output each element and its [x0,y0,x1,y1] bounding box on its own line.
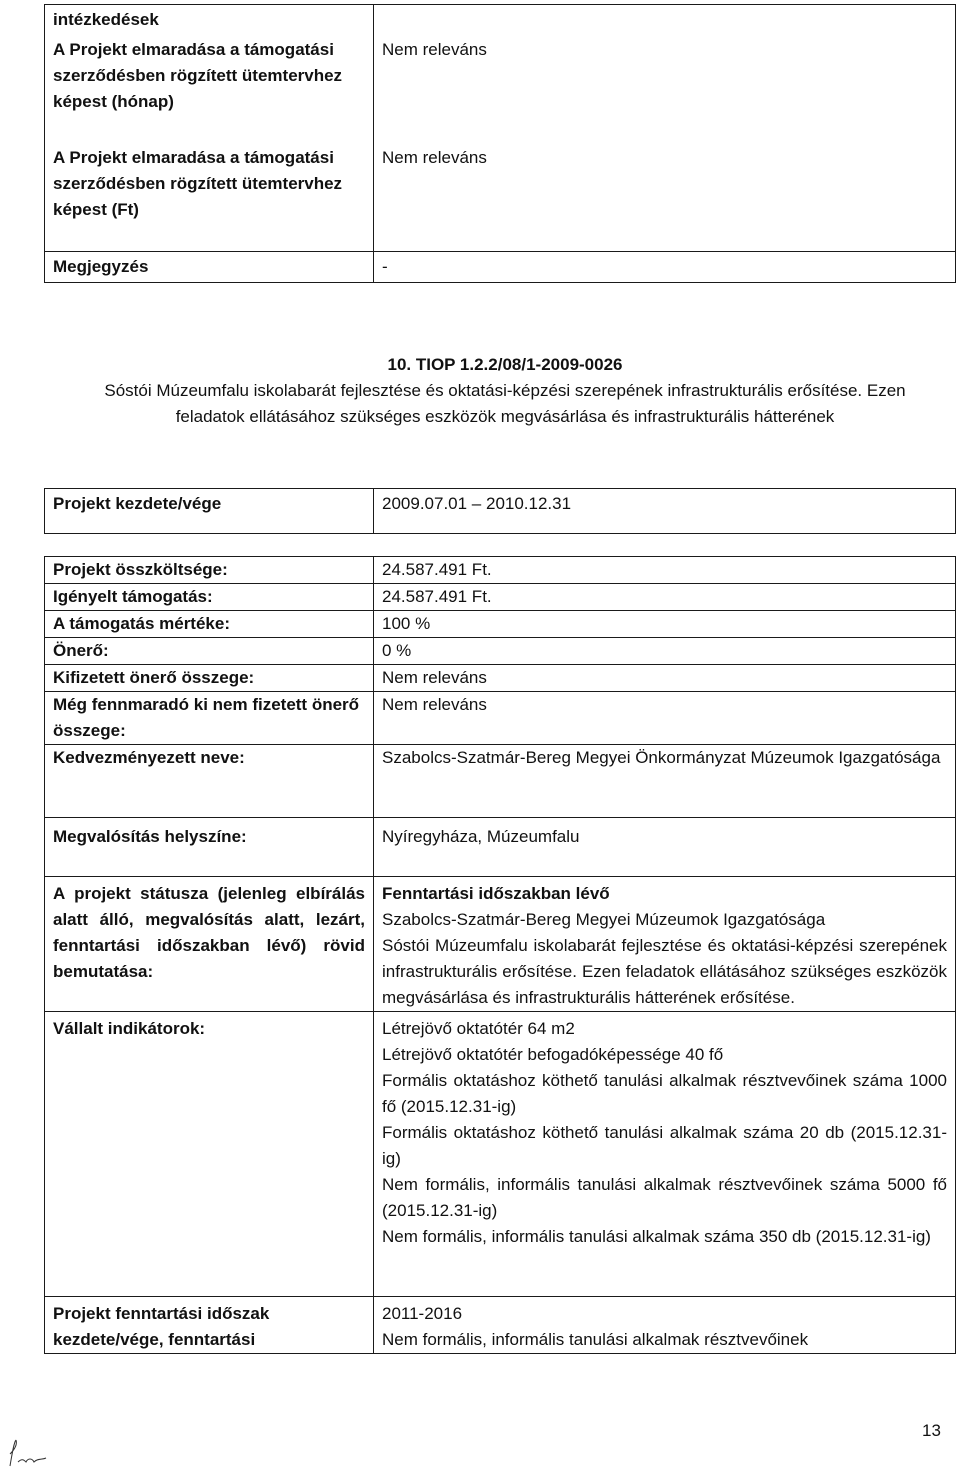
project-details-table [44,556,956,1354]
table-row [45,1012,956,1297]
table-row [45,818,956,877]
indicators-label: Vállalt indikátorok: [45,1012,374,1297]
own-contribution-label: Önerő: [45,638,374,665]
requested-support-label: Igényelt támogatás: [45,584,374,611]
remaining-own-label: Még fennmaradó ki nem fizetett önerő összege: [45,692,374,745]
table-row [45,877,956,1012]
paid-own-label: Kifizetett önerő összege: [45,665,374,692]
period-label: Projekt kezdete/vége [45,489,374,534]
indicator-item: Létrejövő oktatótér 64 m2 [382,1019,575,1038]
maintenance-extra: Nem formális, informális tanulási alkalmak résztvevőinek [382,1330,809,1349]
remaining-own-value: Nem releváns [374,692,956,745]
table-row [45,584,956,611]
status-org: Szabolcs-Szatmár-Bereg Megyei Múzeumok Igazgatósága [382,910,826,929]
row-value: Nem releváns [374,35,956,143]
total-cost-label: Projekt összköltsége: [45,557,374,584]
table-row [45,5,956,36]
table-row [45,638,956,665]
support-rate-label: A támogatás mértéke: [45,611,374,638]
indicator-item: Formális oktatáshoz köthető tanulási alkalmak száma 20 db (2015.12.31-ig) [382,1123,947,1168]
table-row [45,489,956,534]
status-cell [374,877,956,1012]
support-rate-value: 100 % [374,611,956,638]
table-row [45,1297,956,1354]
row-label: A Projekt elmaradása a támogatási szerződésben rögzített ütemtervhez képest (Ft) [45,143,374,252]
row-label: Megjegyzés [45,252,374,283]
table-row [45,252,956,283]
page-number: 13 [922,1421,941,1440]
maintenance-period: 2011-2016 [382,1304,463,1323]
beneficiary-value: Szabolcs-Szatmár-Bereg Megyei Önkormányzat Múzeumok Igazgatósága [374,745,956,818]
indicator-item: Létrejövő oktatótér befogadóképessége 40 fő [382,1045,724,1064]
signature-mark [4,1436,64,1472]
own-contribution-value: 0 % [374,638,956,665]
indicator-item: Nem formális, informális tanulási alkalmak résztvevőinek száma 5000 fő (2015.12.31-ig) [382,1175,947,1220]
beneficiary-label: Kedvezményezett neve: [45,745,374,818]
table-row [45,665,956,692]
location-label: Megvalósítás helyszíne: [45,818,374,877]
row-label: A Projekt elmaradása a támogatási szerződésben rögzített ütemtervhez képest (hónap) [45,35,374,143]
status-text: Sóstói Múzeumfalu iskolabarát fejlesztése és oktatási-képzési szerepének infrastrukturális erősítése. Ezen feladatok ellátásához szükséges eszközök megvásárlása és infrastrukturális hátterének erősítése. [382,936,947,1007]
table-row [45,745,956,818]
status-label: A projekt státusza (jelenleg elbírálás alatt álló, megvalósítás alatt, lezárt, fenntartási időszakban lévő) rövid bemutatása: [45,877,374,1012]
indicator-item: Nem formális, informális tanulási alkalmak száma 350 db (2015.12.31-ig) [382,1227,931,1246]
project-number: 10. TIOP 1.2.2/08/1-2009-0026 [387,355,623,374]
table-row [45,611,956,638]
row-value: - [374,252,956,283]
status-summary-table [44,4,956,283]
table-row [45,143,956,252]
total-cost-value: 24.587.491 Ft. [374,557,956,584]
table-row [45,692,956,745]
location-value: Nyíregyháza, Múzeumfalu [374,818,956,877]
indicator-item: Formális oktatáshoz köthető tanulási alkalmak résztvevőinek száma 1000 fő (2015.12.31-ig) [382,1071,947,1116]
indicators-cell [374,1012,956,1297]
row-value: Nem releváns [374,143,956,252]
project-title: Sóstói Múzeumfalu iskolabarát fejlesztése és oktatási-képzési szerepének infrastrukturális erősítése. Ezen feladatok ellátásához szükséges eszközök megvásárlása és infrastrukturális hátterének [104,381,906,426]
period-value: 2009.07.01 – 2010.12.31 [374,489,956,534]
requested-support-value: 24.587.491 Ft. [374,584,956,611]
maintenance-cell [374,1297,956,1354]
maintenance-label: Projekt fenntartási időszak kezdete/vége, fenntartási [45,1297,374,1354]
table-row [45,557,956,584]
paid-own-value: Nem releváns [374,665,956,692]
status-title: Fenntartási időszakban lévő [382,884,610,903]
table-row [45,35,956,143]
row-label: intézkedések [45,5,374,36]
project-heading [90,352,920,430]
project-period-table [44,488,956,534]
row-value [374,5,956,36]
